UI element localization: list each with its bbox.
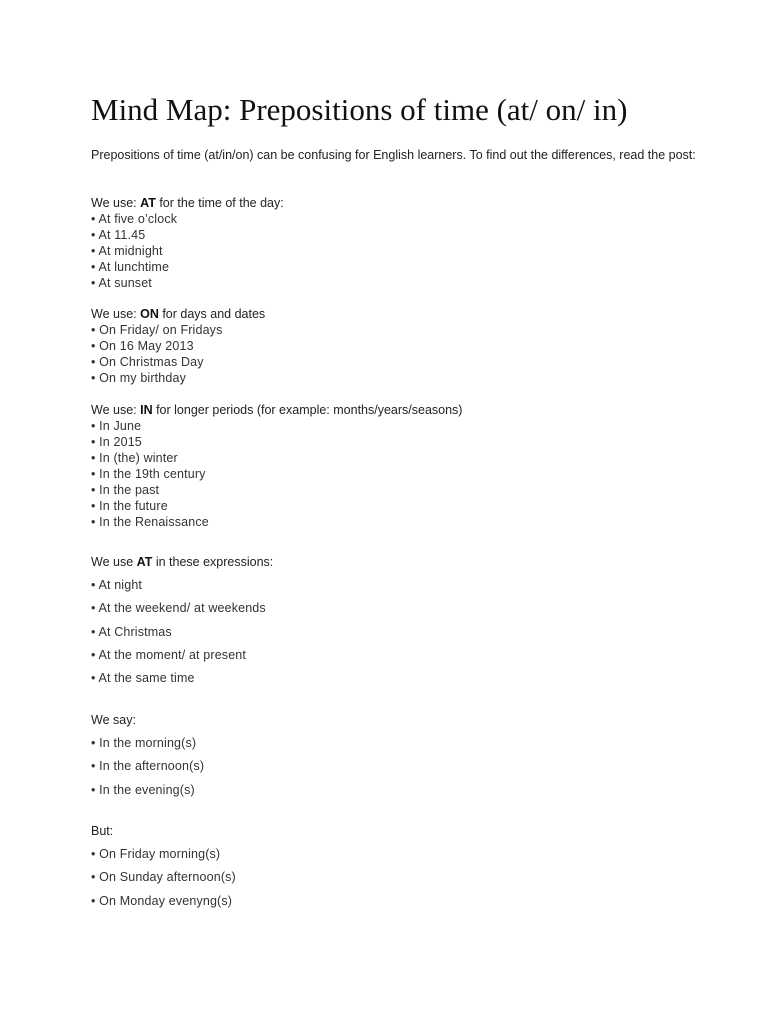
at-expressions-heading — [91, 554, 711, 577]
heading-keyword: IN — [140, 403, 153, 417]
intro-paragraph: Prepositions of time (at/in/on) can be confusing for English learners. To find out the differences, read the post: — [91, 148, 696, 162]
list-item: • At the moment/ at present — [91, 647, 247, 662]
heading-prefix: We use: — [91, 307, 141, 321]
at-time-heading — [91, 195, 711, 211]
heading-keyword: ON — [140, 307, 159, 321]
list-item: • In June — [91, 419, 142, 433]
heading-keyword: AT — [136, 555, 153, 569]
at-expressions-section — [91, 554, 711, 693]
heading-prefix: We use — [91, 555, 137, 569]
heading-suffix: in these expressions: — [152, 555, 274, 569]
list-item: • At sunset — [91, 276, 152, 290]
list-item: • At 11.45 — [91, 228, 146, 242]
page-title: Mind Map: Prepositions of time (at/ on/ in) — [91, 92, 628, 127]
list-item: • At the same time — [91, 670, 195, 685]
we-say-section — [91, 712, 711, 805]
in-periods-section — [91, 402, 711, 530]
list-item: • At night — [91, 578, 143, 593]
list-item: • In the morning(s) — [91, 736, 197, 751]
list-item: • In 2015 — [91, 435, 142, 449]
list-item: • On my birthday — [91, 371, 187, 385]
list-item: • On Friday/ on Fridays — [91, 323, 223, 337]
list-item: • At midnight — [91, 244, 163, 258]
heading-prefix: We use: — [91, 403, 141, 417]
list-item: • On 16 May 2013 — [91, 339, 194, 353]
list-item: • In the evening(s) — [91, 782, 195, 797]
list-item: • At Christmas — [91, 624, 172, 639]
we-say-heading: We say: — [91, 713, 136, 727]
list-item: • At five o’clock — [91, 212, 178, 226]
list-item: • On Sunday afternoon(s) — [91, 870, 236, 885]
on-days-section — [91, 306, 711, 386]
list-item: • At lunchtime — [91, 260, 170, 274]
at-time-section — [91, 195, 711, 291]
in-periods-heading — [91, 402, 711, 418]
heading-suffix: for the time of the day: — [155, 196, 284, 210]
list-item: • On Friday morning(s) — [91, 847, 221, 862]
list-item: • On Christmas Day — [91, 355, 204, 369]
list-item: • In the past — [91, 483, 160, 497]
list-item: • In the Renaissance — [91, 515, 209, 529]
list-item: • At the weekend/ at weekends — [91, 601, 266, 616]
but-heading: But: — [91, 824, 114, 838]
list-item: • On Monday evenyng(s) — [91, 893, 233, 908]
but-section — [91, 823, 711, 916]
list-item: • In the afternoon(s) — [91, 759, 205, 774]
on-days-heading — [91, 306, 711, 322]
list-item: • In the 19th century — [91, 467, 206, 481]
heading-prefix: We use: — [91, 196, 141, 210]
heading-keyword: AT — [140, 196, 156, 210]
heading-suffix: for longer periods (for example: months/years/seasons) — [152, 403, 463, 417]
heading-suffix: for days and dates — [158, 307, 266, 321]
list-item: • In the future — [91, 499, 168, 513]
list-item: • In (the) winter — [91, 451, 178, 465]
